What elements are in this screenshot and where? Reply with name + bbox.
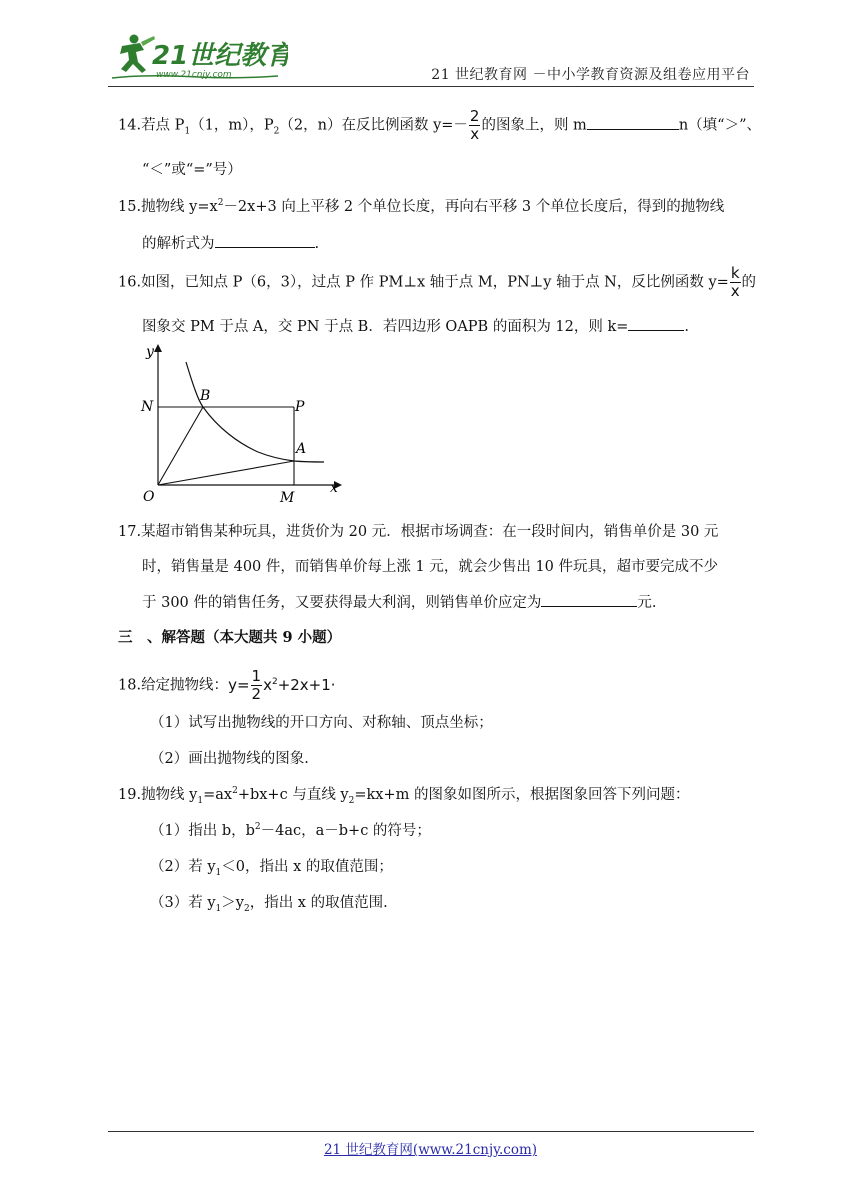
question-18-item2: （2）画出抛物线的图象. (150, 751, 309, 767)
logo-text: 21世纪教育 (152, 41, 288, 71)
question-19-item1: （1）指出 b，$b^2-4ac$，a－b+c 的符号； (150, 822, 431, 839)
header-platform-text: 21 世纪教育网 －中小学教育资源及组卷应用平台 (431, 67, 750, 83)
label-m: M (280, 490, 295, 506)
label-b: B (200, 388, 211, 404)
fraction-2-over-x: $\frac{2}{x}$ (469, 107, 480, 143)
header-divider (108, 86, 754, 87)
question-18: 18.给定抛物线：y= $\frac{1}{2}$ $x^2+2x+1\cdot$ (118, 667, 336, 703)
answer-blank-17 (541, 592, 637, 607)
label-o: O (143, 489, 155, 505)
label-y: y (146, 344, 154, 360)
fraction-k-over-x: $\frac{k}{x}$ (730, 264, 740, 300)
answer-blank-14 (587, 115, 679, 130)
question-18-item1: （1）试写出抛物线的开口方向、对称轴、顶点坐标； (150, 715, 493, 731)
question-19-item2: （2）若 $y_1<0$，指出 x 的取值范围； (150, 859, 393, 878)
question-15-line2: 的解析式为 . (142, 233, 319, 254)
label-n: N (141, 399, 154, 415)
parabola-equation: y= $\frac{1}{2}$ $x^2+2x+1\cdot$ (228, 667, 336, 703)
footer-divider (108, 1131, 754, 1132)
label-a: A (296, 441, 307, 457)
question-19-item3: （3）若 $y_1>y_2$，指出 x 的取值范围. (150, 895, 388, 914)
figure-q16 (138, 340, 348, 510)
answer-blank-16 (628, 316, 684, 331)
question-16: 16.如图，已知点 P（6，3），过点 P 作 PM⊥x 轴于点 M，PN⊥y 轴于点 N，反比例函数 y= $\frac{k}{x}$ 的 (118, 264, 757, 300)
question-17-line2: 时，销售量是 400 件，而销售单价每上涨 1 元，就会少售出 10 件玩具，超市要完成不少 (142, 559, 719, 575)
question-19: 19.抛物线 $y_1=ax^2+bx+c$ 与直线 $y_2=kx+m$ 的图象如图所示，根据图象回答下列问题： (118, 786, 690, 806)
footer-link[interactable]: 21 世纪教育网(www.21cnjy.com) (323, 1142, 538, 1158)
section-title: 三 、解答题（本大题共 9 小题） (118, 629, 342, 646)
site-logo (108, 30, 288, 82)
question-17: 17.某超市销售某种玩具，进货价为 20 元．根据市场调查：在一段时间内，销售单价是 30 元 (118, 524, 719, 540)
segment-ob (158, 407, 203, 485)
question-17-line3: 于 300 件的销售任务，又要获得最大利润，则销售单价应定为 元. (142, 592, 657, 613)
question-16-line2: 图象交 PM 于点 A，交 PN 于点 B．若四边形 OAPB 的面积为 12，则 k= . (142, 316, 689, 337)
segment-oa (158, 461, 294, 485)
answer-blank-15 (215, 233, 315, 248)
label-p: P (295, 399, 305, 415)
label-x: x (330, 480, 338, 496)
question-15: 15.抛物线 $y=x^2-2x+3$ 向上平移 2 个单位长度，再向右平移 3 个单位长度后，得到的抛物线 (118, 198, 725, 215)
question-14: 14.若点 $P_1(1$，m），$P_2(2$，n）在反比例函数 y=－ $\frac{2}{x}$ 的图象上，则 m n（填“＞”、 (118, 107, 761, 143)
y-axis-arrow (154, 344, 162, 352)
logo-url: www.21cnjy.com (156, 70, 232, 80)
runner-icon (120, 35, 155, 74)
question-14-line2: “＜”或“=”号） (142, 162, 242, 178)
